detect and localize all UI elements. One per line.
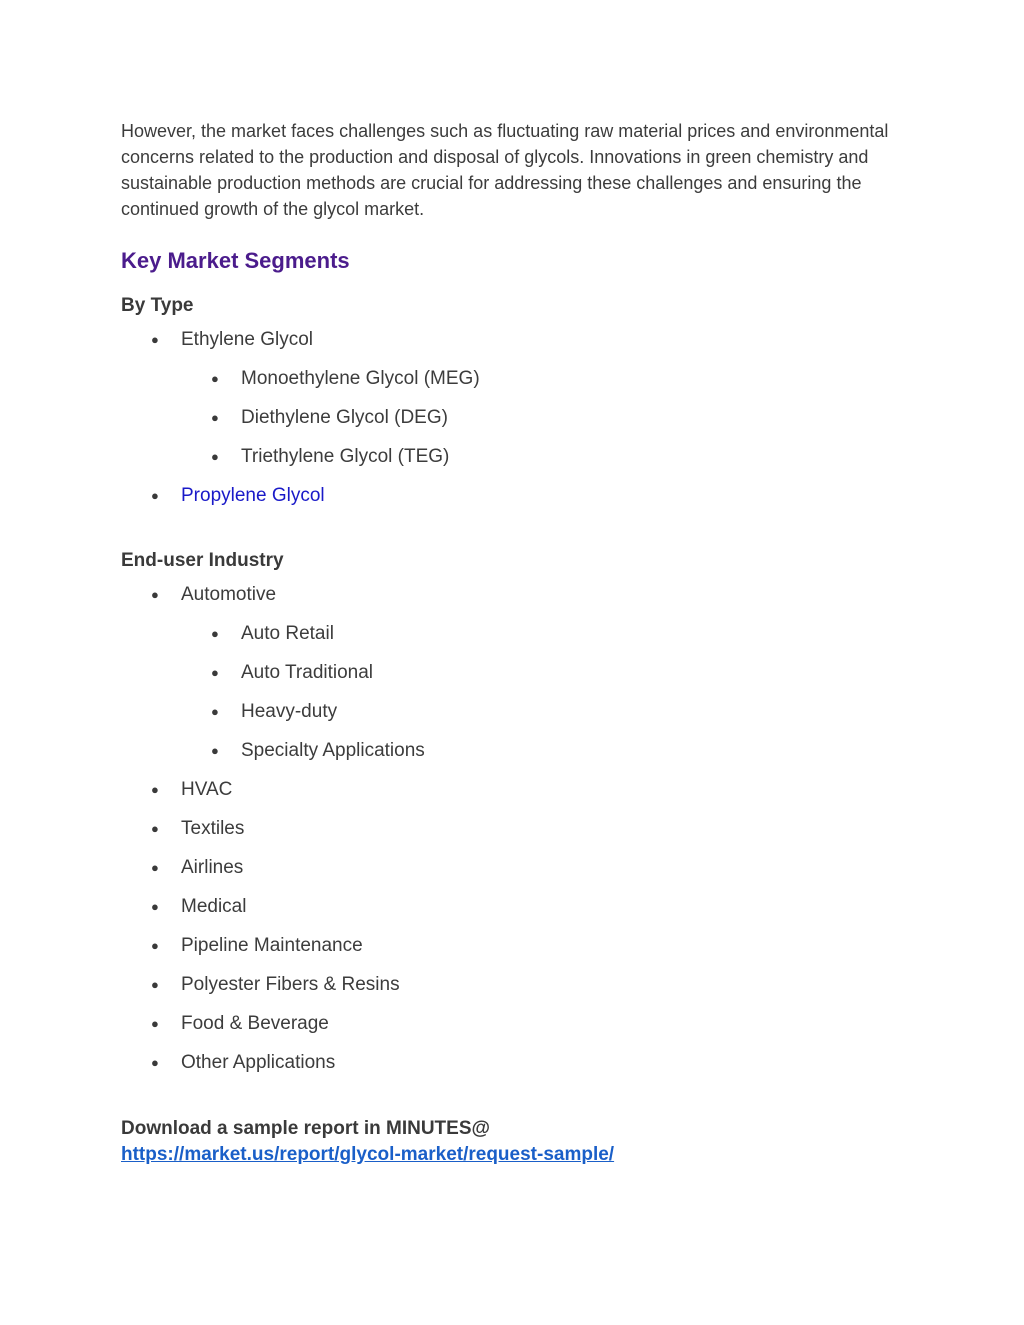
list-item-label: Auto Retail <box>241 623 334 644</box>
list-item-label: Pipeline Maintenance <box>181 935 363 956</box>
list-item-label: Triethylene Glycol (TEG) <box>241 446 450 467</box>
list-item-label: Automotive <box>181 584 277 605</box>
end-user-list <box>121 583 891 1075</box>
list-item <box>121 445 891 469</box>
list-item-label: Monoethylene Glycol (MEG) <box>241 368 480 389</box>
automotive-sublist <box>121 622 891 763</box>
list-item-label: HVAC <box>181 779 233 800</box>
list-item-label: Specialty Applications <box>241 740 425 761</box>
bullet-icon: ● <box>151 938 159 953</box>
list-item-label: Airlines <box>181 857 244 878</box>
bullet-icon: ● <box>211 626 219 641</box>
bullet-icon: ● <box>211 410 219 425</box>
list-item <box>121 367 891 391</box>
by-type-heading: By Type <box>121 295 194 316</box>
bullet-icon: ● <box>151 1016 159 1031</box>
bullet-icon: ● <box>151 977 159 992</box>
bullet-icon: ● <box>211 371 219 386</box>
bullet-icon: ● <box>151 821 159 836</box>
list-item-label: Diethylene Glycol (DEG) <box>241 407 448 428</box>
list-item <box>121 406 891 430</box>
bullet-icon: ● <box>151 587 159 602</box>
list-item <box>121 778 891 802</box>
bullet-icon: ● <box>151 1055 159 1070</box>
list-item-label: Polyester Fibers & Resins <box>181 974 400 995</box>
by-type-list <box>121 328 891 508</box>
list-item <box>121 1051 891 1075</box>
bullet-icon: ● <box>151 899 159 914</box>
list-item <box>121 817 891 841</box>
list-item-label: Food & Beverage <box>181 1013 329 1034</box>
list-item-label: Other Applications <box>181 1052 336 1073</box>
bullet-icon: ● <box>151 332 159 347</box>
download-label: Download a sample report in MINUTES@ <box>121 1118 491 1139</box>
list-item-label: Auto Traditional <box>241 662 374 683</box>
bullet-icon: ● <box>211 704 219 719</box>
bullet-icon: ● <box>211 449 219 464</box>
list-item <box>121 856 891 880</box>
list-item <box>121 484 891 508</box>
list-item-label: Heavy-duty <box>241 701 338 722</box>
list-item <box>121 622 891 646</box>
list-item <box>121 661 891 685</box>
bullet-icon: ● <box>151 488 159 503</box>
list-item <box>121 739 891 763</box>
bullet-icon: ● <box>211 665 219 680</box>
list-item-label: Medical <box>181 896 247 917</box>
list-item <box>121 328 891 352</box>
list-item-label: Textiles <box>181 818 245 839</box>
bullet-icon: ● <box>151 782 159 797</box>
list-item-label: Ethylene Glycol <box>181 329 314 350</box>
ethylene-sublist-container <box>121 367 891 469</box>
bullet-icon: ● <box>211 743 219 758</box>
list-item <box>121 934 891 958</box>
list-item <box>121 895 891 919</box>
sample-report-link[interactable]: https://market.us/report/glycol-market/request-sample/ <box>121 1144 615 1165</box>
section-heading: Key Market Segments <box>121 248 350 273</box>
list-item <box>121 700 891 724</box>
list-item <box>121 973 891 997</box>
end-user-heading: End-user Industry <box>121 550 284 571</box>
download-paragraph <box>121 1116 891 1168</box>
ethylene-sublist <box>121 367 891 469</box>
intro-paragraph: However, the market faces challenges such as fluctuating raw material prices and environmental concerns related to the production and disposal of glycols. Innovations in green chemistry and sustainable production methods are crucial for addressing these challenges and ensuring the continued growth of the glycol market. <box>121 121 889 219</box>
document-page <box>121 118 891 1168</box>
list-item <box>121 1012 891 1036</box>
propylene-glycol-link[interactable]: Propylene Glycol <box>181 485 325 506</box>
list-item <box>121 583 891 607</box>
automotive-sublist-container <box>121 622 891 763</box>
bullet-icon: ● <box>151 860 159 875</box>
